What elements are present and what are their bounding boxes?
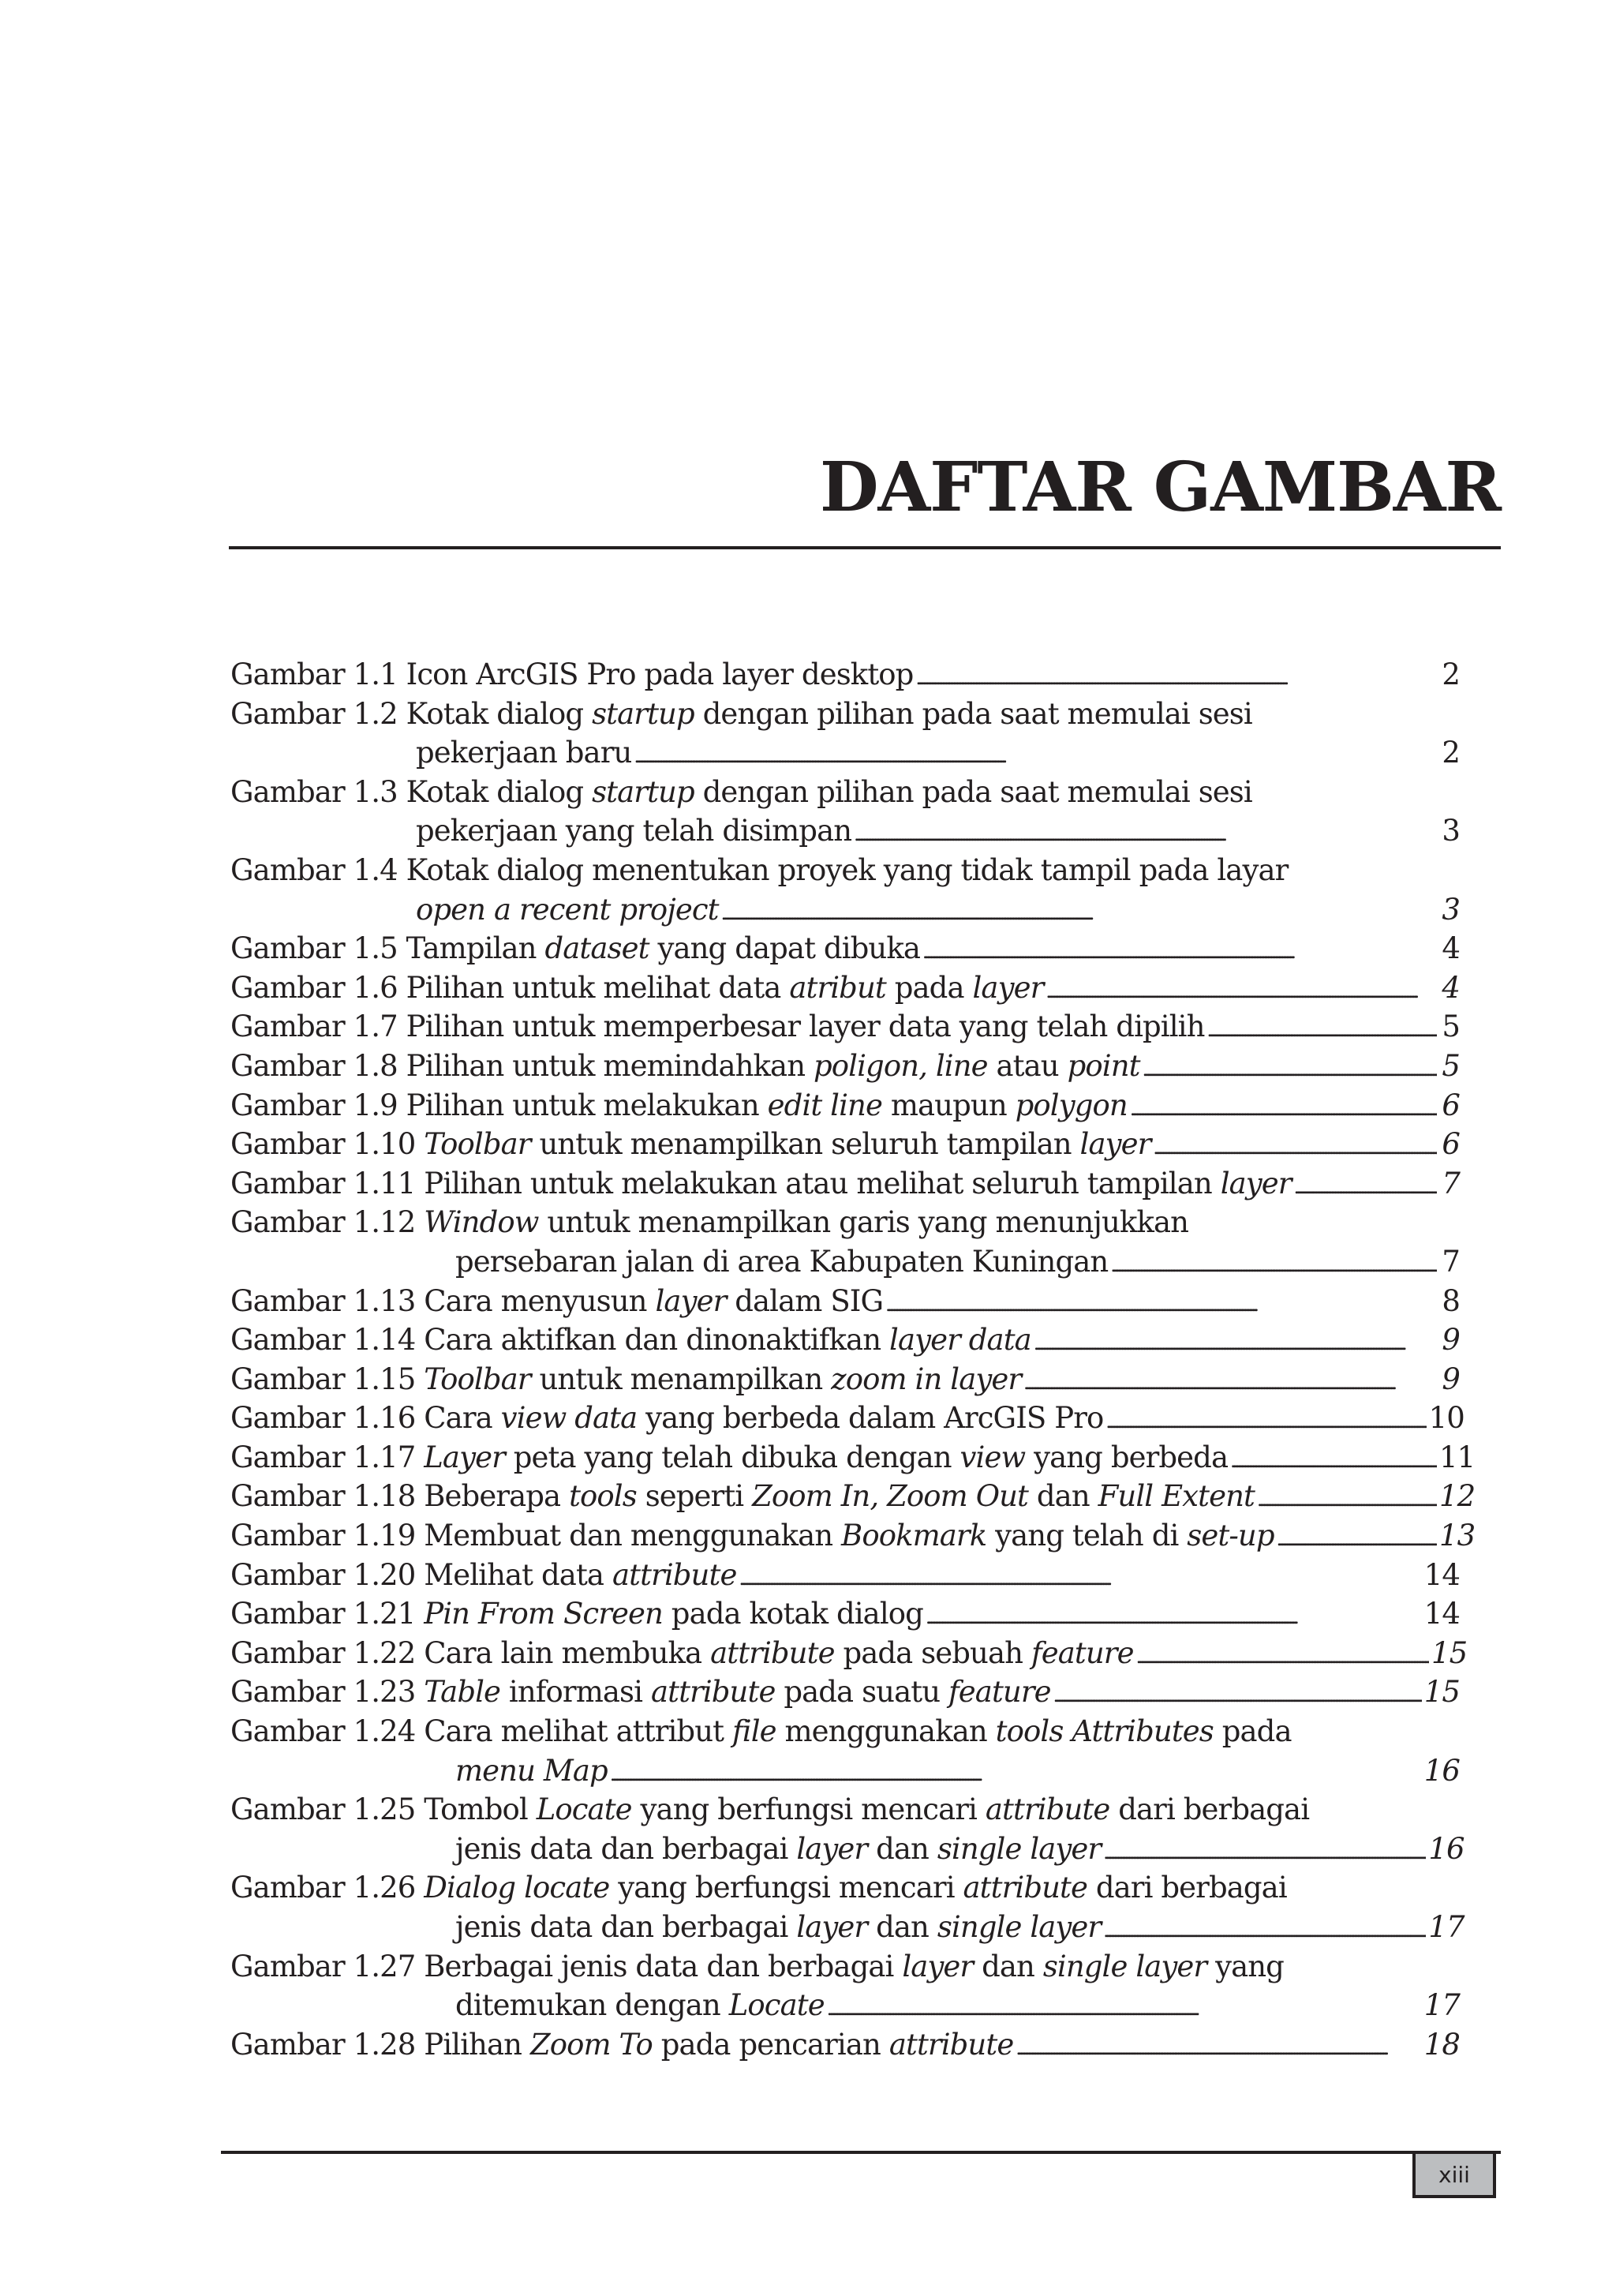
entry-line [230, 773, 1460, 812]
entry-line [230, 929, 1460, 968]
entry-continuation-line [230, 1986, 1460, 2025]
caption-italic-text: Window [424, 1205, 539, 1240]
figure-entry [230, 1634, 1468, 1673]
figure-label: Gambar 1.9 [230, 1088, 406, 1122]
caption-italic-text: tools [569, 1479, 637, 1514]
caption-text: Cara menyusun [424, 1283, 656, 1318]
caption-italic-text: dataset [544, 931, 649, 966]
entry-page-number: 2 [1442, 657, 1460, 691]
figure-label: Gambar 1.17 [230, 1440, 425, 1474]
caption-italic-text: Pin From Screen [424, 1597, 663, 1631]
caption-text: pada sebuah [834, 1635, 1031, 1670]
entry-continuation-line [230, 811, 1460, 851]
entry-line [230, 1203, 1460, 1242]
entry-page-number: 15 [1423, 1675, 1461, 1710]
entry-page-number: 18 [1423, 2027, 1460, 2062]
figure-label: Gambar 1.2 [230, 696, 406, 731]
caption-text: pada [885, 970, 973, 1005]
dot-leader [1110, 1242, 1437, 1287]
entry-page-number: 11 [1439, 1440, 1476, 1474]
entry-caption [416, 811, 851, 851]
dot-leader [1023, 1360, 1437, 1404]
dot-leader [915, 655, 1437, 699]
figure-label: Gambar 1.3 [230, 774, 406, 809]
entry-caption [230, 968, 1043, 1008]
entry-page-number: 15 [1431, 1635, 1468, 1670]
caption-italic-text: polygon [1015, 1088, 1128, 1122]
caption-italic-text: layer [902, 1949, 974, 1983]
entry-page-number: 3 [1442, 892, 1460, 927]
dot-leader [1103, 1908, 1426, 1952]
entry-page-number: 13 [1439, 1519, 1476, 1553]
caption-italic-text: feature [948, 1675, 1051, 1710]
caption-italic-text: layer [1220, 1166, 1292, 1200]
entry-continuation-line [230, 1830, 1464, 1869]
caption-text: persebaran jalan di area Kabupaten Kuningan [455, 1244, 1109, 1279]
entry-line [230, 1164, 1460, 1204]
figure-entry [230, 851, 1460, 929]
caption-text: dalam SIG [726, 1283, 884, 1318]
page-title: DAFTAR GAMBAR [819, 448, 1501, 527]
figure-label: Gambar 1.27 [230, 1949, 425, 1983]
entry-caption [230, 1203, 1188, 1242]
entry-line [230, 1634, 1468, 1673]
figure-entry [230, 1477, 1476, 1516]
entry-caption [230, 1282, 883, 1321]
caption-text: Cara melihat attribut [424, 1714, 732, 1749]
entry-caption [230, 695, 1252, 734]
caption-italic-text: tools Attributes [995, 1714, 1214, 1749]
entry-caption [230, 1516, 1274, 1556]
figure-label: Gambar 1.8 [230, 1048, 406, 1083]
caption-italic-text: layer data [889, 1323, 1031, 1358]
entry-caption [230, 1164, 1292, 1204]
figure-label: Gambar 1.19 [230, 1519, 425, 1553]
entry-caption [230, 1672, 1051, 1712]
caption-text: Pilihan untuk melakukan [406, 1088, 768, 1122]
caption-italic-text: view data [500, 1401, 638, 1436]
entry-caption [230, 1125, 1150, 1164]
figure-label: Gambar 1.22 [230, 1635, 425, 1670]
entry-caption [230, 1086, 1128, 1126]
caption-italic-text: feature [1031, 1635, 1134, 1670]
dot-leader [1277, 1516, 1437, 1560]
caption-italic-text: file [731, 1714, 776, 1749]
entry-page-number: 7 [1442, 1244, 1460, 1279]
caption-text: maupun [881, 1088, 1016, 1122]
caption-italic-text: startup [592, 774, 694, 809]
figure-label: Gambar 1.20 [230, 1557, 425, 1592]
entry-caption [230, 1477, 1255, 1516]
entry-continuation-line [230, 1908, 1464, 1947]
caption-text: untuk menampilkan seluruh tampilan [530, 1127, 1080, 1162]
figure-entry [230, 1007, 1460, 1047]
figure-entry [230, 773, 1460, 851]
caption-text: dengan pilihan pada saat memulai sesi [694, 774, 1252, 809]
entry-page-number: 4 [1442, 931, 1460, 966]
caption-text: pada kotak dialog [662, 1597, 923, 1631]
caption-text: Kotak dialog [406, 774, 593, 809]
figure-label: Gambar 1.15 [230, 1361, 425, 1396]
dot-leader [721, 890, 1437, 935]
entry-caption [230, 773, 1252, 812]
caption-italic-text: menu Map [455, 1753, 608, 1788]
figure-entry [230, 1125, 1460, 1164]
figure-label: Gambar 1.6 [230, 970, 406, 1005]
entry-caption [455, 1751, 608, 1791]
dot-leader [922, 929, 1437, 973]
entry-caption [455, 1830, 1101, 1869]
figure-entry [230, 1320, 1460, 1360]
caption-italic-text: attribute [650, 1675, 776, 1710]
entry-page-number: 5 [1442, 1048, 1460, 1083]
caption-italic-text: point [1067, 1048, 1140, 1083]
caption-italic-text: attribute [612, 1557, 737, 1592]
figure-entry [230, 1868, 1464, 1946]
entry-page-number: 7 [1442, 1166, 1460, 1200]
figure-entry [230, 1282, 1460, 1321]
dot-leader [610, 1751, 1422, 1796]
caption-italic-text: attribute [963, 1871, 1087, 1905]
caption-text: atau [987, 1048, 1068, 1083]
entry-page-number: 2 [1442, 736, 1460, 770]
entry-caption [230, 1360, 1021, 1399]
entry-page-number: 9 [1442, 1361, 1460, 1396]
caption-italic-text: zoom in layer [831, 1361, 1022, 1396]
entry-line [230, 1477, 1476, 1516]
entry-page-number: 12 [1439, 1479, 1476, 1514]
caption-italic-text: single layer [937, 1831, 1102, 1866]
entry-caption [230, 1868, 1287, 1908]
entry-continuation-line [230, 733, 1460, 773]
title-divider [229, 546, 1501, 549]
entry-line [230, 1947, 1460, 1987]
figure-label: Gambar 1.12 [230, 1205, 425, 1240]
figure-entry [230, 1086, 1460, 1126]
caption-italic-text: single layer [937, 1910, 1102, 1944]
entry-line [230, 968, 1460, 1008]
entry-line [230, 1047, 1460, 1086]
caption-italic-text: layer [796, 1831, 868, 1866]
entry-line [230, 1672, 1460, 1712]
entry-caption [230, 1947, 1284, 1987]
caption-text: yang telah di [986, 1519, 1188, 1553]
dot-leader [854, 811, 1437, 856]
caption-italic-text: Bookmark [841, 1519, 987, 1553]
caption-text: jenis data dan berbagai [455, 1910, 797, 1944]
caption-text: yang berfungsi mencari [609, 1871, 963, 1905]
entry-continuation-line [230, 1751, 1460, 1791]
entry-line [230, 1125, 1460, 1164]
caption-text: Pilihan [424, 2027, 530, 2062]
entry-line [230, 1594, 1460, 1634]
entry-caption [230, 1320, 1031, 1360]
caption-text: Tampilan [406, 931, 545, 966]
entry-line [230, 1086, 1460, 1126]
entry-page-number: 5 [1442, 1009, 1460, 1044]
figure-entry [230, 2025, 1460, 2065]
caption-text: pada [1213, 1714, 1292, 1749]
figure-entry [230, 695, 1460, 773]
figure-entry [230, 1947, 1460, 2025]
caption-text: Membuat dan menggunakan [424, 1519, 842, 1553]
dot-leader [1230, 1438, 1437, 1482]
dot-leader [1016, 2025, 1421, 2069]
figure-entry [230, 1047, 1460, 1086]
caption-italic-text: view [960, 1440, 1026, 1474]
caption-text: Icon ArcGIS Pro pada layer desktop [406, 657, 914, 691]
entry-line [230, 1399, 1464, 1438]
dot-leader [1294, 1164, 1437, 1208]
caption-text: pekerjaan baru [416, 736, 632, 770]
caption-italic-text: Toolbar [424, 1361, 531, 1396]
entry-page-number: 14 [1423, 1557, 1460, 1592]
entry-caption [230, 1438, 1228, 1478]
figure-label: Gambar 1.4 [230, 852, 406, 887]
entry-page-number: 17 [1423, 1988, 1460, 2023]
entry-caption [230, 1712, 1292, 1751]
figure-entry [230, 1594, 1460, 1634]
caption-italic-text: Locate [536, 1792, 632, 1827]
figure-entry [230, 1712, 1460, 1790]
caption-italic-text: Zoom In, Zoom Out [752, 1479, 1029, 1514]
entry-caption [416, 890, 719, 930]
entry-line [230, 1320, 1460, 1360]
figure-label: Gambar 1.5 [230, 931, 406, 966]
entry-continuation-line [230, 1242, 1460, 1282]
entry-page-number: 6 [1442, 1088, 1460, 1122]
caption-italic-text: layer [796, 1910, 868, 1944]
dot-leader [1143, 1047, 1437, 1091]
caption-italic-text: Layer [424, 1440, 505, 1474]
entry-line [230, 1516, 1476, 1556]
entry-page-number: 8 [1442, 1283, 1460, 1318]
caption-text: pada pencarian [652, 2027, 889, 2062]
entry-caption [230, 1556, 736, 1595]
caption-text: pekerjaan yang telah disimpan [416, 814, 852, 848]
dot-leader [1105, 1399, 1426, 1443]
entry-line [230, 1790, 1460, 1830]
figure-label: Gambar 1.13 [230, 1283, 425, 1318]
caption-text: Cara lain membuka [424, 1635, 711, 1670]
figure-entry [230, 1164, 1460, 1204]
page-number: xiii [1412, 2151, 1496, 2198]
caption-text: Melihat data [424, 1557, 612, 1592]
dot-leader [634, 733, 1437, 777]
caption-text: yang [1206, 1949, 1284, 1983]
figure-label: Gambar 1.23 [230, 1675, 425, 1710]
figure-label: Gambar 1.21 [230, 1597, 425, 1631]
figure-label: Gambar 1.10 [230, 1127, 425, 1162]
caption-text: Pilihan untuk memperbesar layer data yang telah dipilih [406, 1009, 1205, 1044]
caption-text: Pilihan untuk melakukan atau melihat seluruh tampilan [424, 1166, 1221, 1200]
caption-italic-text: layer [1079, 1127, 1151, 1162]
entry-caption [455, 1908, 1101, 1947]
entry-line [230, 655, 1460, 695]
figure-label: Gambar 1.24 [230, 1714, 425, 1749]
caption-italic-text: layer [655, 1283, 727, 1318]
dot-leader [1153, 1125, 1437, 1169]
entry-page-number: 16 [1428, 1831, 1464, 1866]
dot-leader [1130, 1086, 1437, 1130]
caption-italic-text: Full Extent [1098, 1479, 1255, 1514]
caption-text: dan [973, 1949, 1043, 1983]
figure-entry [230, 968, 1460, 1008]
caption-italic-text: attribute [985, 1792, 1110, 1827]
entry-page-number: 17 [1428, 1910, 1464, 1944]
entry-line [230, 2025, 1460, 2065]
caption-text: Pilihan untuk melihat data [406, 970, 790, 1005]
dot-leader [1257, 1477, 1437, 1521]
caption-text: jenis data dan berbagai [455, 1831, 797, 1866]
caption-italic-text: attribute [888, 2027, 1014, 2062]
entry-line [230, 1360, 1460, 1399]
caption-italic-text: attribute [710, 1635, 835, 1670]
entry-line [230, 1438, 1476, 1478]
caption-text: Pilihan untuk memindahkan [406, 1048, 814, 1083]
dot-leader [1053, 1672, 1422, 1717]
entry-page-number: 3 [1442, 814, 1460, 848]
caption-italic-text: Table [424, 1675, 501, 1710]
entry-line [230, 1712, 1460, 1751]
caption-italic-text: open a recent project [416, 892, 719, 927]
figure-label: Gambar 1.28 [230, 2027, 425, 2062]
caption-text: Cara [424, 1401, 501, 1436]
figure-entry [230, 1672, 1460, 1712]
figure-entry [230, 1516, 1476, 1556]
entry-line [230, 1007, 1460, 1047]
entry-caption [230, 1594, 923, 1634]
caption-text: ditemukan dengan [455, 1988, 729, 2023]
entry-caption [416, 733, 631, 773]
entry-line [230, 851, 1460, 890]
figure-label: Gambar 1.16 [230, 1401, 425, 1436]
caption-text: peta yang telah dibuka dengan [504, 1440, 960, 1474]
figure-label: Gambar 1.18 [230, 1479, 425, 1514]
figure-entry [230, 929, 1460, 968]
figure-list [230, 655, 1476, 2064]
figure-entry [230, 1790, 1464, 1868]
entry-caption [455, 1242, 1108, 1282]
figure-label: Gambar 1.1 [230, 657, 406, 691]
caption-text: Berbagai jenis data dan berbagai [424, 1949, 903, 1983]
caption-text: dari berbagai [1109, 1792, 1310, 1827]
caption-text: yang berbeda [1025, 1440, 1229, 1474]
caption-text: Kotak dialog [406, 696, 593, 731]
entry-page-number: 10 [1428, 1401, 1464, 1436]
caption-italic-text: poligon, line [814, 1048, 988, 1083]
caption-italic-text: Dialog locate [424, 1871, 610, 1905]
entry-caption [230, 1047, 1140, 1086]
dot-leader [739, 1556, 1421, 1600]
caption-italic-text: single layer [1042, 1949, 1207, 1983]
dot-leader [827, 1986, 1422, 2030]
caption-italic-text: layer [972, 970, 1044, 1005]
entry-caption [230, 1399, 1103, 1438]
figure-entry [230, 1438, 1476, 1478]
caption-text: dan [867, 1831, 937, 1866]
caption-text: Tombol [424, 1792, 537, 1827]
entry-page-number: 16 [1423, 1753, 1460, 1788]
caption-text: Kotak dialog menentukan proyek yang tidak tampil pada layar [406, 852, 1289, 887]
caption-text: dengan pilihan pada saat memulai sesi [694, 696, 1252, 731]
entry-line [230, 1556, 1460, 1595]
dot-leader [885, 1282, 1437, 1326]
entry-caption [230, 655, 913, 695]
caption-italic-text: Zoom To [529, 2027, 653, 2062]
figure-entry [230, 1203, 1460, 1281]
caption-italic-text: Locate [728, 1988, 825, 2023]
figure-label: Gambar 1.25 [230, 1792, 425, 1827]
caption-text: Beberapa [424, 1479, 570, 1514]
entry-caption [230, 851, 1288, 890]
dot-leader [926, 1594, 1422, 1639]
figure-label: Gambar 1.26 [230, 1871, 425, 1905]
entry-page-number: 6 [1442, 1127, 1460, 1162]
figure-entry [230, 1399, 1464, 1438]
caption-text: Cara aktifkan dan dinonaktifkan [424, 1323, 890, 1358]
caption-text: dan [1028, 1479, 1098, 1514]
caption-text: untuk menampilkan garis yang menunjukkan [538, 1205, 1189, 1240]
caption-text: dan [867, 1910, 937, 1944]
caption-italic-text: Toolbar [424, 1127, 531, 1162]
entry-caption [230, 1790, 1309, 1830]
caption-text: menggunakan [776, 1714, 996, 1749]
entry-line [230, 1282, 1460, 1321]
dot-leader [1034, 1320, 1437, 1365]
figure-label: Gambar 1.7 [230, 1009, 406, 1044]
caption-italic-text: set-up [1187, 1519, 1274, 1553]
footer-divider [221, 2151, 1501, 2154]
figure-entry [230, 1360, 1460, 1399]
entry-caption [230, 1634, 1134, 1673]
caption-text: dari berbagai [1087, 1871, 1287, 1905]
entry-page-number: 9 [1442, 1323, 1460, 1358]
caption-italic-text: atribut [789, 970, 886, 1005]
caption-italic-text: startup [592, 696, 694, 731]
caption-text: informasi [500, 1675, 651, 1710]
caption-text: pada suatu [775, 1675, 948, 1710]
entry-line [230, 695, 1460, 734]
figure-label: Gambar 1.14 [230, 1323, 425, 1358]
entry-caption [230, 2025, 1013, 2065]
entry-caption [230, 1007, 1205, 1047]
figure-label: Gambar 1.11 [230, 1166, 425, 1200]
entry-continuation-line [230, 890, 1460, 930]
entry-page-number: 4 [1442, 970, 1460, 1005]
dot-leader [1136, 1634, 1429, 1678]
entry-caption [455, 1986, 825, 2025]
caption-text: yang berfungsi mencari [631, 1792, 986, 1827]
figure-entry [230, 1556, 1460, 1595]
caption-text: seperti [636, 1479, 753, 1514]
dot-leader [1103, 1830, 1426, 1874]
entry-line [230, 1868, 1460, 1908]
dot-leader [1046, 968, 1437, 1013]
dot-leader [1207, 1007, 1437, 1051]
caption-text: yang berbeda dalam ArcGIS Pro [637, 1401, 1104, 1436]
caption-text: untuk menampilkan [530, 1361, 832, 1396]
entry-page-number: 14 [1423, 1597, 1460, 1631]
entry-caption [230, 929, 920, 968]
caption-text: yang dapat dibuka [649, 931, 921, 966]
figure-entry [230, 655, 1460, 695]
caption-italic-text: edit line [767, 1088, 882, 1122]
